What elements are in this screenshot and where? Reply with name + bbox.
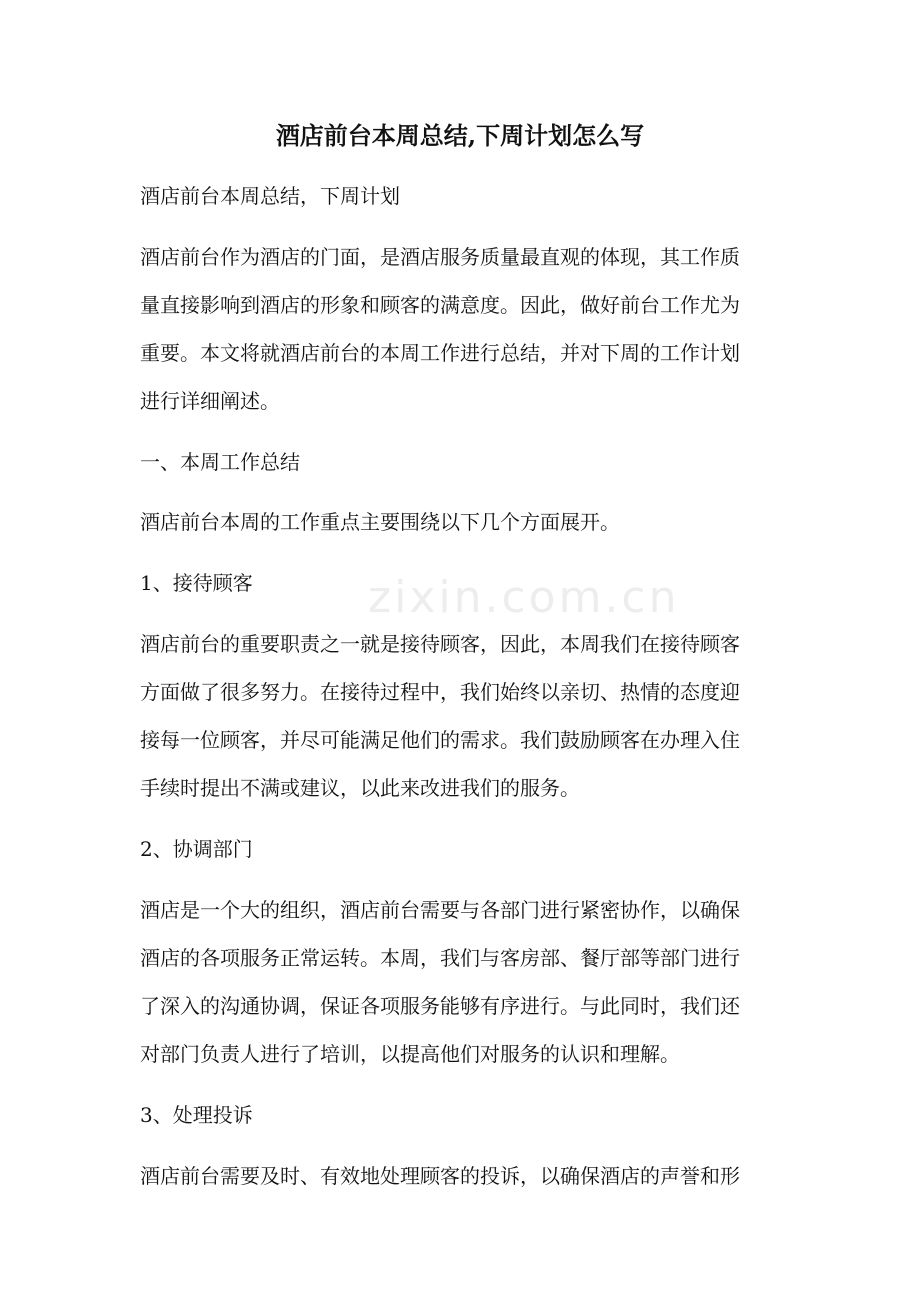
paragraph-line: 酒店前台作为酒店的门面，是酒店服务质量最直观的体现，其工作质	[140, 245, 740, 269]
intro-paragraph	[140, 233, 785, 425]
paragraph-line: 对部门负责人进行了培训，以提高他们对服务的认识和理解。	[140, 1042, 680, 1066]
item-paragraph	[140, 620, 785, 812]
document-subtitle: 酒店前台本周总结，下周计划	[140, 184, 400, 208]
item-heading: 2、协调部门	[140, 837, 253, 861]
item-paragraph	[140, 886, 785, 1078]
paragraph-line: 了深入的沟通协调，保证各项服务能够有序进行。与此同时，我们还	[140, 994, 740, 1018]
item-heading: 1、接待顾客	[140, 571, 253, 595]
paragraph-line: 酒店的各项服务正常运转。本周，我们与客房部、餐厅部等部门进行	[140, 946, 740, 970]
item-heading: 3、处理投诉	[140, 1103, 253, 1127]
item-paragraph	[140, 1152, 785, 1200]
watermark: zixin.com.cn	[368, 572, 680, 623]
section-intro-text: 酒店前台本周的工作重点主要围绕以下几个方面展开。	[140, 510, 620, 534]
paragraph-line: 酒店前台需要及时、有效地处理顾客的投诉，以确保酒店的声誉和形	[140, 1164, 740, 1188]
paragraph-line: 方面做了很多努力。在接待过程中，我们始终以亲切、热情的态度迎	[140, 680, 740, 704]
document-title: 酒店前台本周总结,下周计划怎么写	[275, 121, 645, 150]
paragraph-line: 酒店前台的重要职责之一就是接待顾客，因此，本周我们在接待顾客	[140, 632, 740, 656]
paragraph-line: 量直接影响到酒店的形象和顾客的满意度。因此，做好前台工作尤为	[140, 293, 740, 317]
paragraph-line: 酒店是一个大的组织，酒店前台需要与各部门进行紧密协作，以确保	[140, 898, 740, 922]
section-heading: 一、本周工作总结	[140, 450, 300, 474]
paragraph-line: 接每一位顾客，并尽可能满足他们的需求。我们鼓励顾客在办理入住	[140, 728, 740, 752]
paragraph-line: 重要。本文将就酒店前台的本周工作进行总结，并对下周的工作计划	[140, 341, 740, 365]
paragraph-line: 手续时提出不满或建议，以此来改进我们的服务。	[140, 776, 580, 800]
paragraph-line: 进行详细阐述。	[140, 389, 280, 413]
